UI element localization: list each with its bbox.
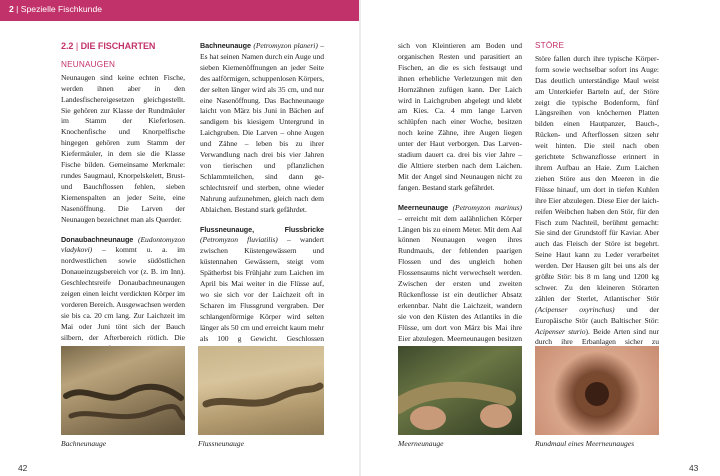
bachneunauge-term: Bachneunauge — [200, 41, 251, 50]
meerneunauge-text: – erreicht mit dem aalähnlichen Körper Längen bis zu einem Meter. Mit dem Aal können Neunaugen wegen ihres Rundmauls, der fehlenden paarigen Flossen und des ungleich hohen Flossensaums nicht verwechselt werden. Zwischen der ersten und zweiten Rückenflosse ist ein deutlicher Absatz erkennbar. Naht die Laichzeit, wandern sie von den Küsten des Atlantiks in die Flüsse, um dort von März bis Mai ihre Eier abzulegen. Meerneunaugen besitzen — [398, 213, 522, 343]
chapter-title: Spezielle Fischkunde — [20, 4, 103, 14]
stoere-text-mid: und der Europäische Stör (auch Baltischer Stör: — [535, 304, 659, 325]
sucker-mouth-illustration — [535, 346, 659, 435]
neunaugen-intro: Neunaugen sind keine echten Fische, werden ihnen aber in den Landesfischereigesetzen gleichgestellt. Sie gehören zur Klasse der Rundmäuler im Stamm der Kieferlosen. Knochenfische und Knorpelfische hingegen gehören zum Stamm der Kiefermäuler, in dem sie die Klasse Fische bilden. Gemeinsame Merkmale: rundes Saugmaul, Knorpelskelett, Brust- und Bauchflossen fehlen, sieben Kiemenspalten an jeder Seite, eine Nasenöffnung. Die Larven der Neunaugen bezeichnet man als Querder. — [61, 72, 185, 224]
photo-caption: Meerneunauge — [398, 439, 444, 448]
book-gutter — [359, 0, 361, 476]
flussneunauge-continued: sich von Kleintieren am Boden und organischen Resten und parasitiert an Fischen, an die es sich festsaugt und ihnen erhebliche Verletzungen mit den Hornzähnen zufügen kann. Der Laich wird in Laichgruben abgelegt und klebt am Kies. Ca. 4 mm lange Larven schlüpfen nach einer Woche, besitzen noch keine Zähne, ihre Augen liegen unter der Haut verborgen. Das Larvenstadium dauert ca. drei bis vier Jahre – die Alttiere sterben nach dem Laichen. Mit der Angel sind Neunaugen nicht zu fangen. Bestand stark gefährdet. — [398, 41, 522, 192]
section-number: 2.2 — [61, 41, 74, 51]
stoere-paragraph — [535, 54, 659, 381]
section-title: DIE FISCHARTEN — [80, 41, 156, 51]
donaubachneunauge-text: – kommt u. a. im nordwestlichen sowie südöstlichen Donaueinzugsbereich vor (z. B. im Inn). Geschlechtsreife Donaubachneunaugen zeigen einen leicht verdickten Körper im vorderen Bereich. Ausgewachsen werden sie bis ca. 20 cm lang. Zur Laichzeit im Mai oder Juni tönt sich der Bauch silbern, der Afterbereich rötlich. Die — [61, 245, 185, 342]
page-number-right: 43 — [689, 463, 699, 473]
flussneunauge-latin: (Petromyzon fluviatilis) — [200, 235, 278, 245]
lamprey-illustration — [198, 346, 324, 435]
text-column-1 — [61, 41, 185, 376]
stoere-text-tail: ). Beide Arten sind nur durch ihre Erbanlagen sicher zu — [535, 326, 659, 347]
text-column-3 — [398, 41, 522, 388]
bachneunauge-paragraph — [200, 41, 324, 216]
chapter-number: 2 — [9, 4, 14, 14]
chapter-header — [9, 4, 102, 14]
donaubachneunauge-latin: (Eudontomyzon vladykovi) — [61, 234, 185, 255]
neunaugen-heading: NEUNAUGEN — [61, 59, 116, 69]
donaubachneunauge-term: Donaubachneunauge — [61, 234, 134, 244]
stoere-text: Störe fallen durch ihre typische Körperform sowie wechselbar sofort ins Auge: Das deutlich unterständige Maul weist am Unterkiefer Barteln auf, der Störe zeigt die typische Bodenform, fünf Längsreihen von knöchernen Platten bilden einen Hautpanzer, Bauch-, Rücken- und Afterflossen sitzen sehr weit hinten. Die steil nach oben gerichtete Schwanzflosse erinnert in ihrem Aufbau an Haie. Zum Laichen ziehen Störe aus den Meeren in die Flüsse hinauf, um dort in tiefen Kuhlen ihre Eier abzulegen. Diese Eier der laichreifen Weibchen haben den Stör, für den Fisch zum Nachteil, berühmt gemacht: Sie sind der Grundstoff für Kaviar. Aber auch das Fleisch der Störe ist begehrt. Seine Haut kann zu Leder verarbeitet werden. Der Hausen gilt bei uns als der größte Stör: bis 8 m lang und 1200 kg schwer. Zu den kleineren Störarten zählen der Sterlet, Atlantischer Stör — [535, 53, 659, 303]
text-column-4 — [535, 41, 659, 381]
flussneunauge-text: – wandert zwischen Küstengewässern und küstennahen Gewässern, steigt vom Spätherbst bis Frühjahr zum Laichen im April bis Mai weiter in die Flüsse auf, wo sie sich vor der Laichzeit oft in Scharen im Flussgrund vergraben. Der schlangenförmige Körper wird selten länger als 50 cm und erreicht kaum mehr als 100 g Gewicht. Geschlossen — [200, 235, 325, 343]
section-separator: | — [75, 41, 79, 51]
photo-caption: Rundmaul eines Meerneunauges — [535, 439, 635, 448]
rundmaul-photo — [535, 346, 659, 435]
text-column-2 — [200, 41, 324, 388]
stoere-latin-2: Acipenser sturio — [535, 326, 586, 336]
meerneunauge-photo — [398, 346, 522, 435]
lamprey-illustration — [61, 346, 185, 435]
photo-caption: Bachneunauge — [61, 439, 107, 448]
page-number-left: 42 — [18, 463, 28, 473]
meerneunauge-latin: (Petromyzon marinus) — [452, 202, 522, 212]
bachneunauge-latin: (Petromyzon planeri) — [253, 41, 318, 50]
stoere-latin-1: (Acipenser oxyrinchus) — [535, 304, 615, 314]
lamprey-in-hand-illustration — [398, 346, 522, 435]
bachneunauge-text: – Es hat seinen Namen durch ein Auge und sieben Kiemenöffnungen an jeder Seite des aalförmigen, schuppenlosen Körpers, der selten länger wird als 35 cm, und nur eine Nasenöffnung. Das Bachneunauge laicht von März bis Juni in Bächen auf sandigem bis kiesigem Untergrund in Laichgruben. Die Larven – ohne Augen und Zähne – leben bis zu ihrer Verwandlung nach drei bis vier Jahren von tierischen und pflanzlichen Schlammteilchen, sind dann geschlechtsreif und sterben, ohne wieder Nahrung aufzunehmen, gleich nach dem Ablaichen. Bestand stark gefährdet. — [200, 41, 324, 214]
section-heading — [61, 41, 185, 52]
stoere-heading: STÖRE — [535, 41, 565, 50]
flussneunauge-photo — [198, 346, 324, 435]
photo-caption: Flussneunauge — [198, 439, 244, 448]
meerneunauge-term: Meerneunauge — [398, 202, 449, 212]
flussneunauge-term: Flussneunauge, Flussbricke — [200, 224, 324, 234]
bachneunauge-photo — [61, 346, 185, 435]
chapter-header-band — [0, 0, 360, 21]
chapter-separator: | — [16, 4, 19, 14]
